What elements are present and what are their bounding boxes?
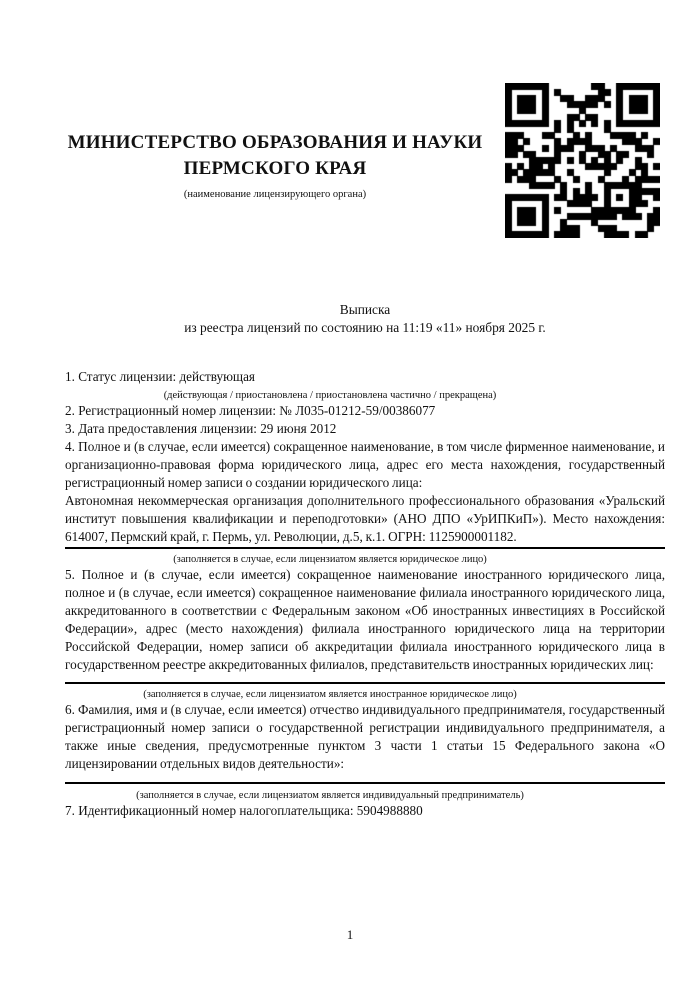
item-license-status: 1. Статус лицензии: действующая <box>65 369 256 384</box>
ministry-name-line2: ПЕРМСКОГО КРАЯ <box>183 158 367 179</box>
page-number: 1 <box>346 927 354 942</box>
item-entrepreneur-caption: (заполняется в случае, если лицензиатом является индивидуальный предприниматель) <box>136 790 524 801</box>
ministry-name-line1: МИНИСТЕРСТВО ОБРАЗОВАНИЯ И НАУКИ <box>67 132 483 153</box>
item-license-date: 3. Дата предоставления лицензии: 29 июня 2012 <box>65 421 337 436</box>
qr-code-icon <box>505 83 660 238</box>
item-registration-number: 2. Регистрационный номер лицензии: № Л035-01212-59/00386077 <box>65 403 436 418</box>
item-legal-entity-label: 4. Полное и (в случае, если имеется) сокращенное наименование, в том числе фирменное наименование, и организационно-правовая форма юридического лица, адрес его места нахождения, государственный регистрационный номер записи о создании юридического лица: <box>65 439 665 490</box>
document-body <box>65 368 665 820</box>
licensing-authority-header <box>65 130 485 201</box>
document-title-line2: из реестра лицензий по состоянию на 11:19 «11» ноября 2025 г. <box>184 320 546 335</box>
item-license-status-caption: (действующая / приостановлена / приостановлена частично / прекращена) <box>163 390 497 401</box>
item-legal-entity-caption: (заполняется в случае, если лицензиатом является юридическое лицо) <box>173 554 487 565</box>
blank-field-line-foreign-entity <box>65 682 665 684</box>
item-foreign-entity-label: 5. Полное и (в случае, если имеется) сокращенное наименование иностранного юридического лица, полное и (в случае, если имеется) сокращенное наименование филиала иностранного юридического лица, аккредитованного в соответствии с Федеральным законом «Об иностранных инвестициях в Российской Федерации», адрес (место нахождения) филиала иностранного юридического лица на территории Российской Федерации, номер записи об аккредитации филиала иностранного юридического лица в государственном реестре аккредитованных филиалов, представительств иностранных юридических лиц: <box>65 567 665 672</box>
blank-field-line-entrepreneur <box>65 782 665 784</box>
item-legal-entity-value: Автономная некоммерческая организация дополнительного профессионального образования «Уральский институт повышения квалификации и переподготовки» (АНО ДПО «УрИПКиП»). Место нахождения: 614007, Пермский край, г. Пермь, ул. Революции, д.5, к.1. ОГРН: 1125900001182. <box>65 492 665 549</box>
document-title <box>65 301 665 337</box>
item-taxpayer-number: 7. Идентификационный номер налогоплательщика: 5904988880 <box>65 803 423 818</box>
licensing-authority-caption: (наименование лицензирующего органа) <box>183 189 367 200</box>
item-foreign-entity-caption: (заполняется в случае, если лицензиатом является иностранное юридическое лицо) <box>143 689 517 700</box>
document-title-line1: Выписка <box>339 302 391 317</box>
item-entrepreneur-label: 6. Фамилия, имя и (в случае, если имеется) отчество индивидуального предпринимателя, государственный регистрационный номер записи о государственной регистрации индивидуального предпринимателя, а также иные сведения, предусмотренные пунктом 3 части 1 статьи 15 Федерального закона «О лицензировании отдельных видов деятельности»: <box>65 702 665 771</box>
